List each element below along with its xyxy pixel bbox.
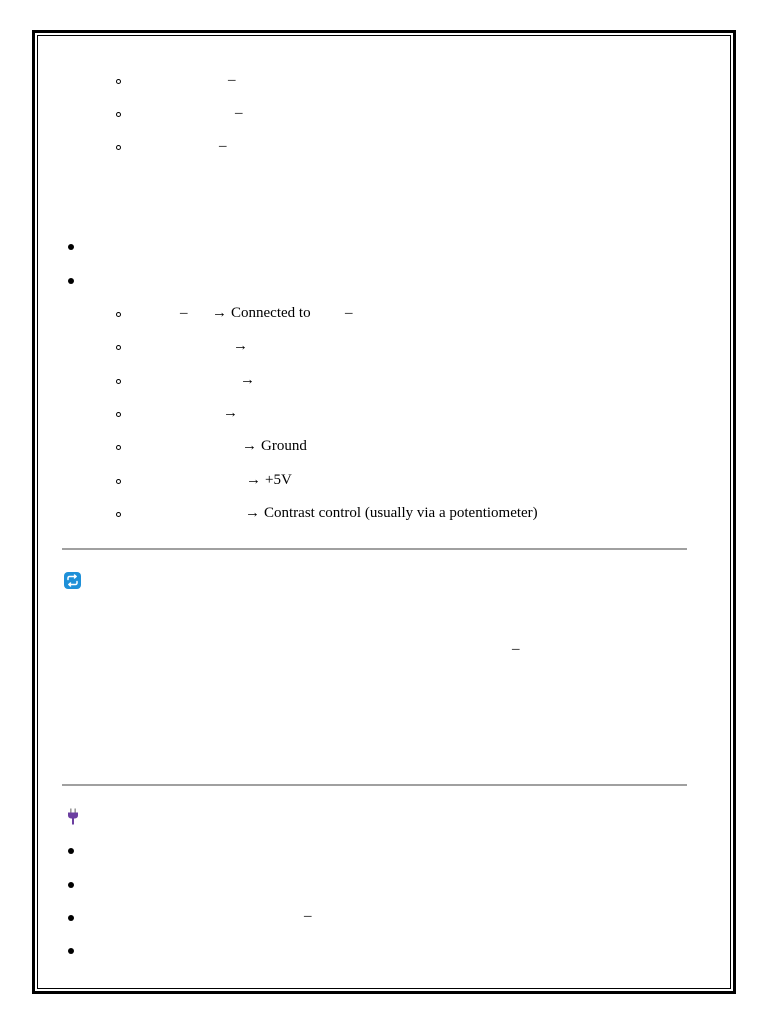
arrow: →: [242, 438, 257, 454]
list-bullet: [68, 948, 74, 954]
arrow: →: [245, 505, 260, 521]
pin-text: Ground: [261, 438, 307, 454]
sub-bullet: [116, 479, 121, 484]
sub-bullet: [116, 345, 121, 350]
dash: –: [235, 105, 243, 121]
sub-bullet: [116, 145, 121, 150]
dash: –: [180, 305, 188, 321]
sub-bullet: [116, 312, 121, 317]
arrow: →: [240, 372, 255, 388]
horizontal-rule: [62, 548, 687, 550]
arrow: →: [223, 405, 238, 421]
sub-bullet: [116, 379, 121, 384]
pin-text: +5V: [265, 472, 292, 488]
arrow: →: [246, 472, 261, 488]
plug-icon: [66, 808, 80, 825]
dash: –: [512, 641, 520, 657]
sub-bullet: [116, 445, 121, 450]
pin-text: Connected to: [231, 305, 311, 321]
list-bullet: [68, 848, 74, 854]
pin-text: Contrast control (usually via a potentiometer): [264, 505, 538, 521]
horizontal-rule: [62, 784, 687, 786]
sub-bullet: [116, 412, 121, 417]
arrow: →: [212, 305, 227, 321]
list-bullet: [68, 244, 74, 250]
dash: –: [304, 908, 312, 924]
dash: –: [345, 305, 353, 321]
dash: –: [228, 72, 236, 88]
repeat-icon: [64, 572, 81, 589]
list-bullet: [68, 915, 74, 921]
sub-bullet: [116, 512, 121, 517]
list-bullet: [68, 278, 74, 284]
sub-bullet: [116, 79, 121, 84]
list-bullet: [68, 882, 74, 888]
sub-bullet: [116, 112, 121, 117]
dash: –: [219, 138, 227, 154]
arrow: →: [233, 338, 248, 354]
